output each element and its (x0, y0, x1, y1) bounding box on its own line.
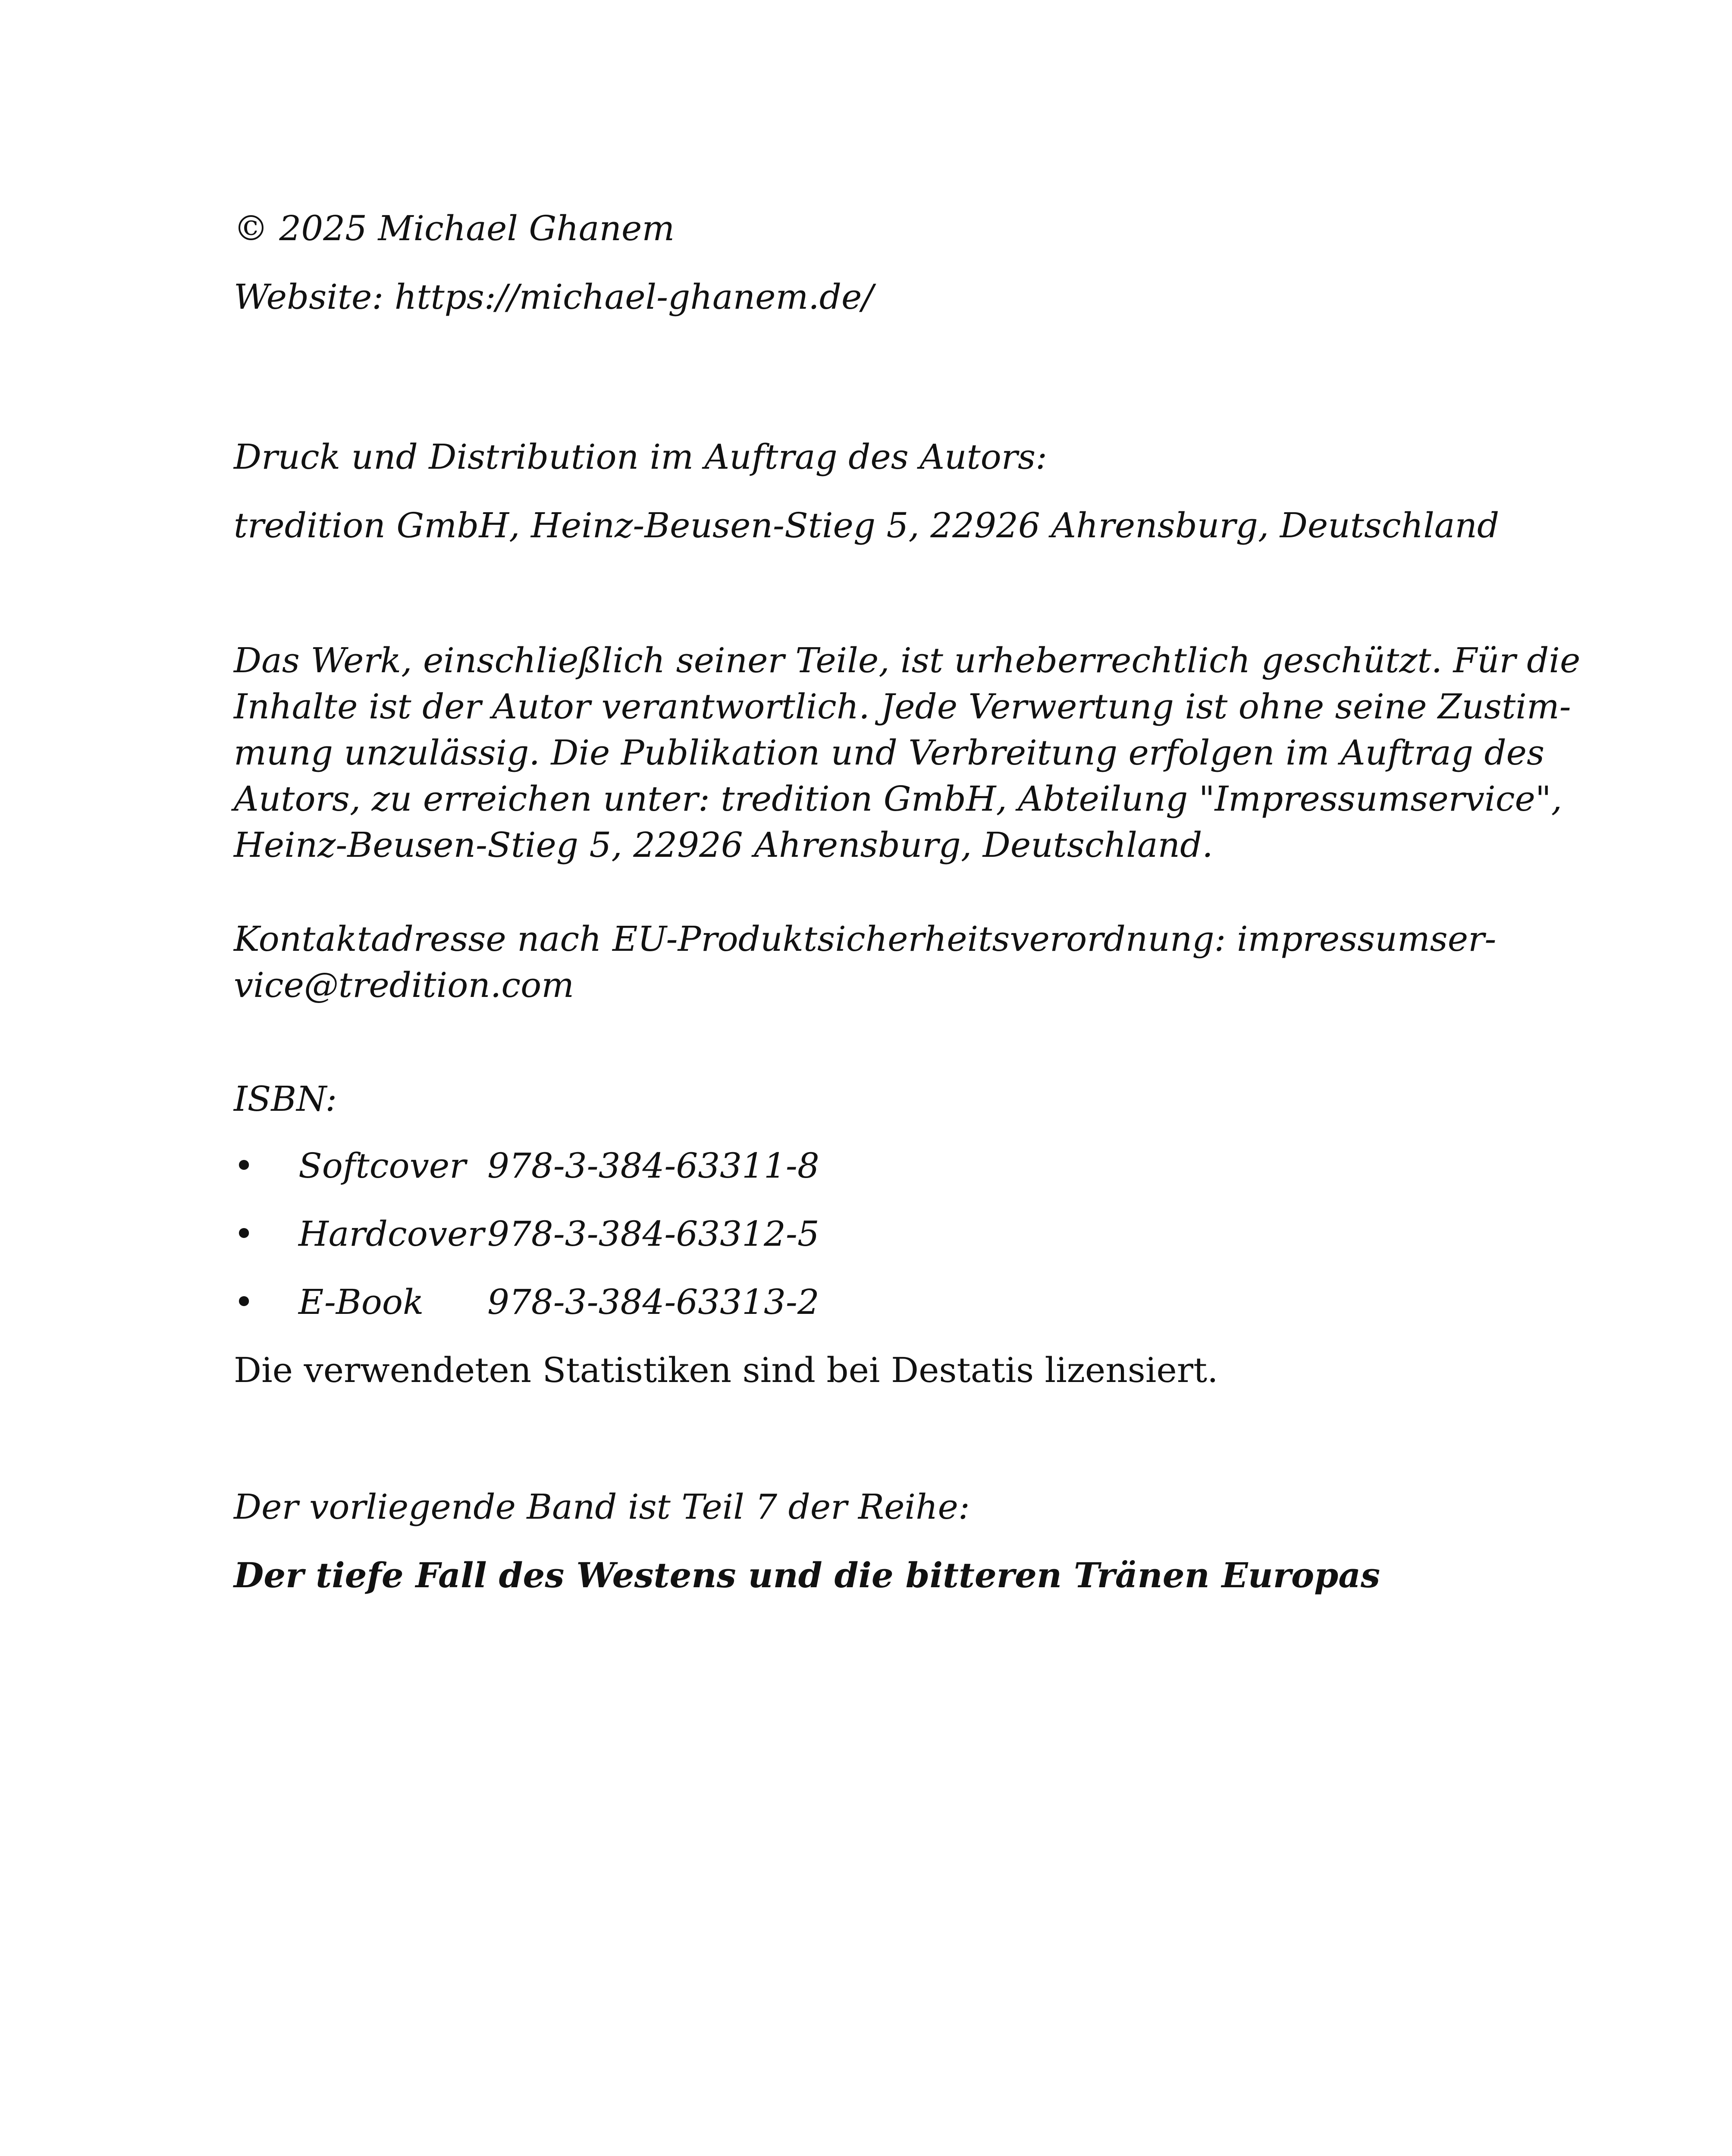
legal-line-4: Autors, zu erreichen unter: tredition GmbH, Abteilung "Impressumservice", (234, 779, 1563, 819)
series-intro: Der vorliegende Band ist Teil 7 der Reihe: (234, 1487, 970, 1527)
isbn-number: 978-3-384-63312-5 (487, 1214, 819, 1254)
bullet-icon: • (234, 1282, 254, 1322)
contact-line-1: Kontaktadresse nach EU-Produktsicherheitsverordnung: impressumser- (234, 919, 1497, 959)
website-line: Website: https://michael-ghanem.de/ (234, 277, 874, 317)
distribution-heading: Druck und Distribution im Auftrag des Autors: (234, 437, 1048, 477)
contact-line-2: vice@tredition.com (234, 965, 574, 1005)
legal-line-3: mung unzulässig. Die Publikation und Verbreitung erfolgen im Auftrag des (234, 733, 1545, 773)
isbn-type: E-Book (298, 1282, 424, 1322)
legal-line-1: Das Werk, einschließlich seiner Teile, ist urheberrechtlich geschützt. Für die (234, 640, 1581, 680)
legal-line-2: Inhalte ist der Autor verantwortlich. Jede Verwertung ist ohne seine Zustim- (234, 686, 1571, 727)
isbn-type: Hardcover (298, 1214, 484, 1254)
isbn-number: 978-3-384-63313-2 (487, 1282, 819, 1322)
isbn-type: Softcover (298, 1146, 466, 1186)
statistics-note: Die verwendeten Statistiken sind bei Destatis lizensiert. (234, 1350, 1218, 1390)
isbn-number: 978-3-384-63311-8 (487, 1146, 819, 1186)
bullet-icon: • (234, 1214, 254, 1254)
isbn-label: ISBN: (234, 1079, 337, 1119)
bullet-icon: • (234, 1146, 254, 1186)
copyright-line: © 2025 Michael Ghanem (234, 208, 675, 248)
distribution-address: tredition GmbH, Heinz-Beusen-Stieg 5, 22926 Ahrensburg, Deutschland (234, 505, 1500, 545)
series-title: Der tiefe Fall des Westens und die bitteren Tränen Europas (234, 1555, 1381, 1595)
legal-line-5: Heinz-Beusen-Stieg 5, 22926 Ahrensburg, Deutschland. (234, 825, 1213, 865)
